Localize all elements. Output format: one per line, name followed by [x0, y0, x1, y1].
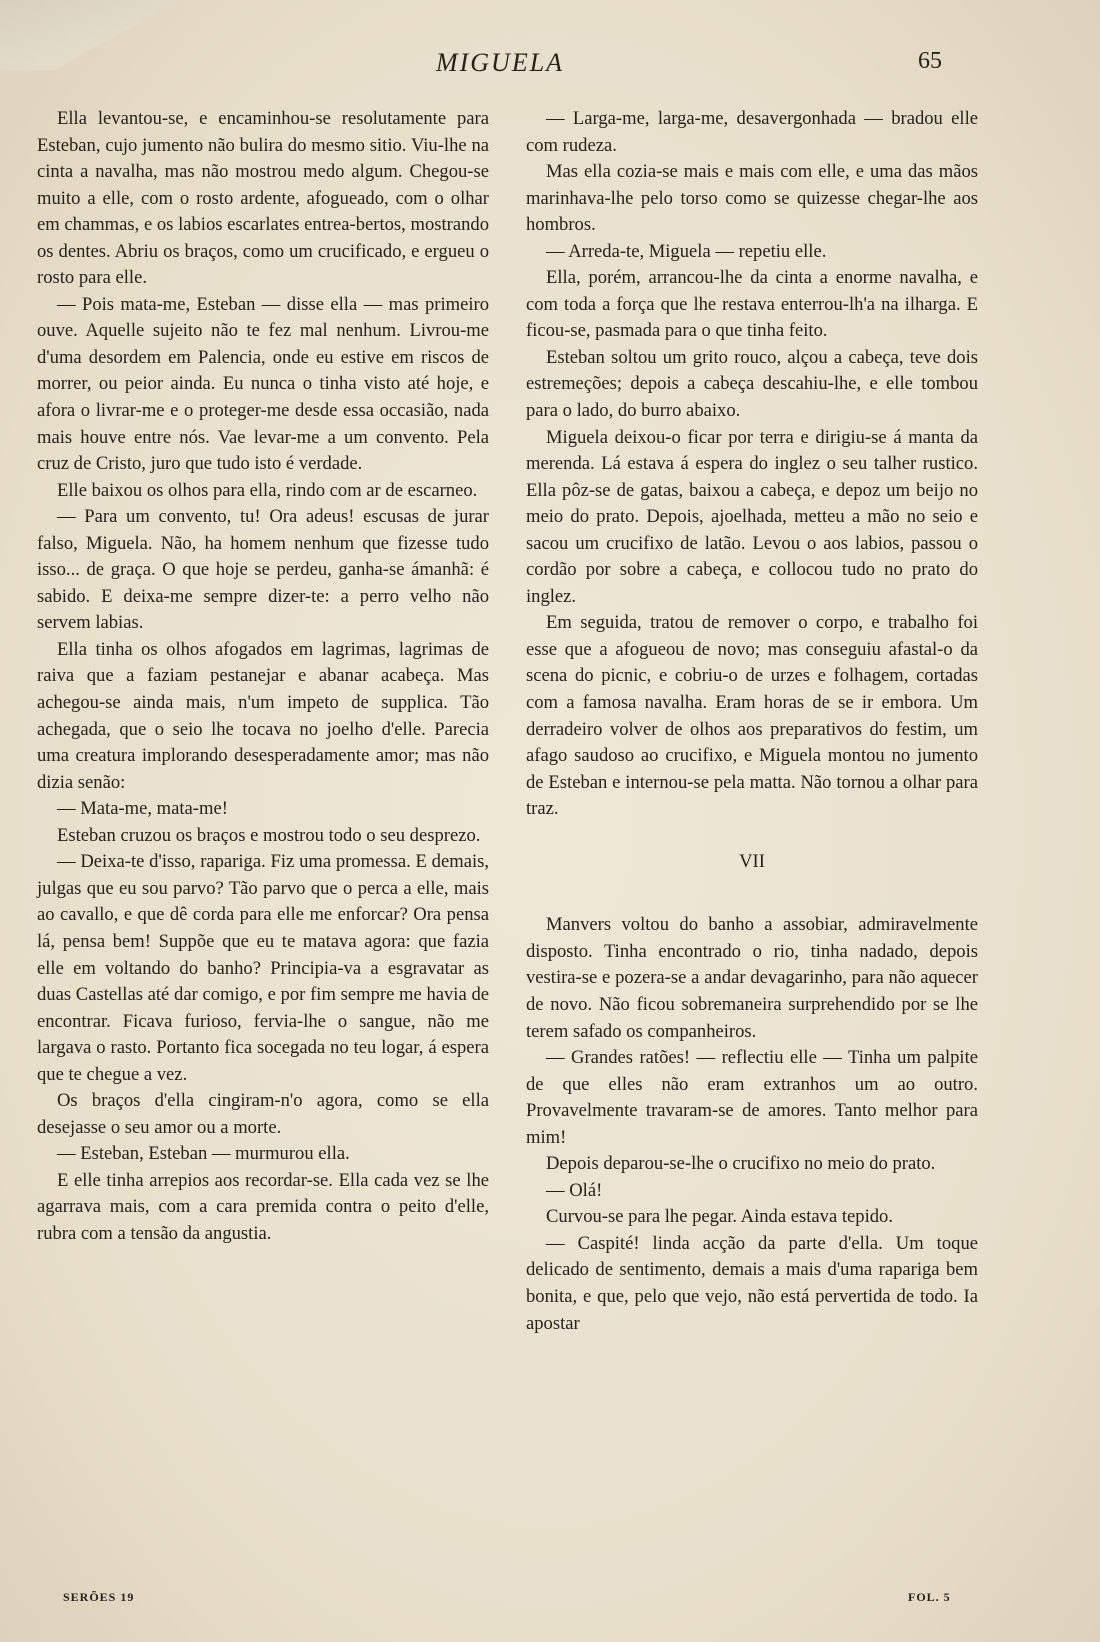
paragraph: — Para um convento, tu! Ora adeus! escusas de jurar falso, Miguela. Não, ha homem nenhum que fizesse tudo isso... de graça. O que hoje se perdeu, ganha-se ámanhã: é sabido. E deixa-me sempre dizer-te: a perro velho não servem labias.: [37, 506, 489, 634]
paragraph: Elle baixou os olhos para ella, rindo com ar de escarneo.: [57, 479, 478, 501]
paragraph: — Esteban, Esteban — murmurou ella.: [57, 1143, 350, 1165]
paragraph: Manvers voltou do banho a assobiar, admiravelmente disposto. Tinha encontrado o rio, tinha nadado, depois vestira-se e pozera-se a andar devagarinho, para não aquecer de novo. Não ficou sobremaneira surprehendido por se lhe terem safado os companheiros.: [526, 914, 978, 1042]
paragraph: E elle tinha arrepios aos recordar-se. Ella cada vez se lhe agarrava mais, com a cara premida contra o peito d'elle, rubra com a tensão da angustia.: [37, 1169, 489, 1244]
section-heading: VII: [739, 850, 765, 872]
page-number: 65: [918, 48, 942, 74]
right-column: [526, 106, 978, 1337]
left-column: [37, 106, 489, 1248]
paragraph: Miguela deixou-o ficar por terra e dirigiu-se á manta da merenda. Lá estava á espera do inglez o seu talher rustico. Ella pôz-se de gatas, baixou a cabeça, e depoz um beijo no meio do prato. Depois, ajoelhada, metteu a mão no seio e sacou um crucifixo de latão. Levou o aos labios, passou o cordão por sobre a cabeça, e collocou tudo no prato do inglez.: [526, 426, 978, 607]
paragraph: Em seguida, tratou de remover o corpo, e trabalho foi esse que a afogueou de novo; mas conseguiu afastal-o da scena do picnic, e cobriu-o de urzes e folhagem, cortadas com a famosa navalha. Eram horas de se ir embora. Um derradeiro volver de olhos aos preparativos do festim, um afago saudoso ao crucifixo, e Miguela montou no jumento de Esteban e internou-se pela matta. Não tornou a olhar para traz.: [526, 612, 978, 820]
paragraph: — Deixa-te d'isso, rapariga. Fiz uma promessa. E demais, julgas que eu sou parvo? Tão parvo que o perca a elle, mais ao cavallo, e que dê corda para elle me enforcar? Ora pensa lá, pensa bem! Suppõe que eu te matava agora: que fazia elle em voltando do banho? Principia-va a esgravatar as duas Castellas até dar comigo, e por fim sempre me havia de encontrar. Ficava furioso, fervia-lhe o sangue, não me largava o rasto. Portanto fica socegada no teu logar, á espera que te chegue a vez.: [37, 851, 489, 1085]
paragraph: — Grandes ratões! — reflectiu elle — Tinha um palpite de que elles não eram extranhos um ao outro. Provavelmente travaram-se de amores. Tanto melhor para mim!: [526, 1047, 978, 1148]
paragraph: Esteban soltou um grito rouco, alçou a cabeça, teve dois estremeções; depois a cabeça descahiu-lhe, e elle tombou para o lado, do burro abaixo.: [526, 346, 978, 422]
paragraph: Curvou-se para lhe pegar. Ainda estava tepido.: [546, 1206, 893, 1228]
paragraph: — Arreda-te, Miguela — repetiu elle.: [546, 240, 827, 262]
paragraph: Os braços d'ella cingiram-n'o agora, como se ella desejasse o seu amor ou a morte.: [37, 1090, 489, 1138]
paragraph: — Pois mata-me, Esteban — disse ella — mas primeiro ouve. Aquelle sujeito não te fez mal nenhum. Livrou-me d'uma desordem em Palencia, onde eu estive em riscos de morrer, ou peior ainda. Eu nunca o tinha visto até hoje, e afora o livrar-me e o proteger-me desde essa occasião, nada mais houve entre nós. Vae levar-me a um convento. Pela cruz de Cristo, juro que tudo isto é verdade.: [37, 293, 489, 475]
paragraph: — Larga-me, larga-me, desavergonhada — bradou elle com rudeza.: [526, 108, 978, 156]
paragraph: Ella tinha os olhos afogados em lagrimas, lagrimas de raiva que a faziam pestanejar e abanar acabeça. Mas achegou-se ainda mais, n'um impeto de supplica. Tão achegada, que o seio lhe tocava no joelho d'elle. Parecia uma creatura implorando desesperadamente amor; mas não dizia senão:: [37, 638, 489, 793]
paragraph: Esteban cruzou os braços e mostrou todo o seu desprezo.: [57, 824, 481, 846]
running-title: MIGUELA: [435, 48, 565, 77]
paragraph: — Mata-me, mata-me!: [57, 798, 228, 820]
footer-signature-right: FOL. 5: [908, 1590, 951, 1604]
page-header: [0, 44, 1100, 84]
paragraph: Ella, porém, arrancou-lhe da cinta a enorme navalha, e com toda a força que lhe restava enterrou-lh'a na ilharga. E ficou-se, pasmada para o que tinha feito.: [526, 267, 978, 342]
paragraph: Mas ella cozia-se mais e mais com elle, e uma das mãos marinhava-lhe pelo torso como se quizesse chegar-lhe aos hombros.: [526, 161, 978, 236]
paragraph: — Olá!: [546, 1179, 603, 1201]
paragraph: Depois deparou-se-lhe o crucifixo no meio do prato.: [546, 1153, 936, 1175]
paragraph: — Caspité! linda acção da parte d'ella. Um toque delicado de sentimento, demais a mais d'uma rapariga bem bonita, e que, pelo que vejo, não está pervertida de todo. Ia apostar: [526, 1232, 978, 1334]
footer-signature-left: SERÕES 19: [63, 1590, 135, 1604]
paragraph: Ella levantou-se, e encaminhou-se resolutamente para Esteban, cujo jumento não bulira do mesmo sitio. Viu-lhe na cinta a navalha, mas não mostrou medo algum. Chegou-se muito a elle, com o rosto ardente, afogueado, com o olhar em chammas, e os labios escarlates entrea-bertos, mostrando os dentes. Abriu os braços, como um crucificado, e ergueu o rosto para elle.: [37, 108, 489, 289]
